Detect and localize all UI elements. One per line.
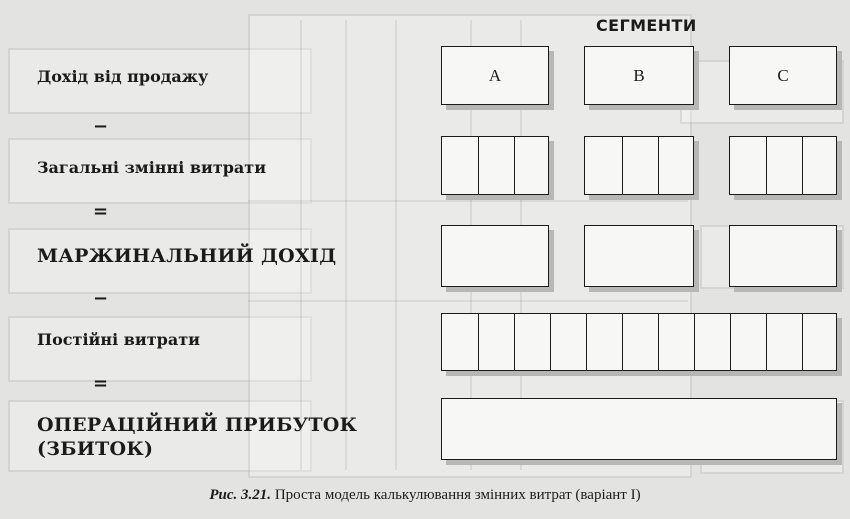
cell-divider <box>478 137 479 194</box>
fixed-costs-box <box>441 313 837 371</box>
row-label-sales-revenue: Дохід від продажу <box>37 67 209 86</box>
segment-box-c <box>729 46 837 105</box>
operator-equals-1: = <box>93 201 109 222</box>
operator-equals-2: = <box>93 373 109 394</box>
operator-minus-1: − <box>93 116 109 137</box>
figure-number: Рис. 3.21. <box>209 487 272 503</box>
marginal-income-box-b <box>584 225 694 287</box>
row-label-variable-costs: Загальні змінні витрати <box>37 158 267 177</box>
row-label-fixed-costs: Постійні витрати <box>37 330 200 349</box>
segment-box-a <box>441 46 549 105</box>
cell-divider <box>802 137 803 194</box>
cell-divider <box>766 314 767 370</box>
segment-label-b: B <box>633 65 645 85</box>
segments-title: СЕГМЕНТИ <box>596 16 697 35</box>
variable-costs-box-a <box>441 136 549 195</box>
cell-divider <box>514 314 515 370</box>
cell-divider <box>550 314 551 370</box>
cell-divider <box>802 314 803 370</box>
marginal-income-box-a <box>441 225 549 287</box>
variable-costs-box-c <box>729 136 837 195</box>
cell-divider <box>730 314 731 370</box>
operating-profit-box <box>441 398 837 460</box>
row-label-marginal-income: МАРЖИНАЛЬНИЙ ДОХІД <box>37 245 337 267</box>
cell-divider <box>658 137 659 194</box>
cell-divider <box>694 314 695 370</box>
figure-caption <box>0 487 850 504</box>
cell-divider <box>586 314 587 370</box>
cell-divider <box>478 314 479 370</box>
variable-costs-box-b <box>584 136 694 195</box>
figure-caption-text: Проста модель калькулювання змінних витрат (варіант І) <box>274 487 641 503</box>
marginal-income-box-c <box>729 225 837 287</box>
segment-label-c: C <box>777 65 789 85</box>
segment-box-b <box>584 46 694 105</box>
cell-divider <box>514 137 515 194</box>
operator-minus-2: − <box>93 288 109 309</box>
cell-divider <box>658 314 659 370</box>
row-label-operating-profit-line2: (ЗБИТОК) <box>37 438 154 460</box>
cell-divider <box>622 314 623 370</box>
row-label-operating-profit-line1: ОПЕРАЦІЙНИЙ ПРИБУТОК <box>37 414 358 436</box>
cell-divider <box>766 137 767 194</box>
segment-label-a: A <box>488 65 502 85</box>
cell-divider <box>622 137 623 194</box>
